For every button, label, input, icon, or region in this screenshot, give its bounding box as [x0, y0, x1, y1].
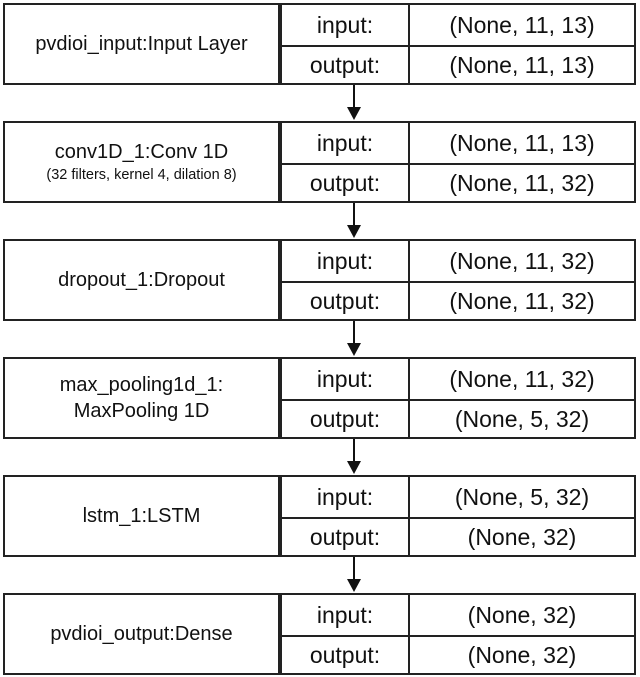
- output-shape: (None, 32): [467, 641, 577, 668]
- layer-name: pvdioi_input:Input Layer: [35, 33, 248, 55]
- io-table: [280, 357, 636, 439]
- io-table: [280, 593, 636, 675]
- layer-2: [0, 239, 640, 323]
- input-row: [282, 241, 634, 283]
- io-table: [280, 475, 636, 557]
- output-shape: (None, 5, 32): [454, 405, 590, 432]
- output-shape: (None, 11, 32): [449, 169, 595, 196]
- output-label: output:: [282, 517, 410, 557]
- arrow-down-icon: [344, 85, 364, 121]
- input-shape: (None, 32): [467, 601, 577, 628]
- output-row: [282, 635, 634, 675]
- layer-name-box: [3, 239, 280, 321]
- input-shape: (None, 11, 32): [449, 365, 595, 392]
- arrow-down-icon: [344, 203, 364, 239]
- input-row: [282, 5, 634, 47]
- layer-0: [0, 3, 640, 87]
- layer-4: [0, 475, 640, 559]
- input-shape: (None, 11, 13): [449, 129, 595, 156]
- input-row: [282, 595, 634, 637]
- input-shape: (None, 11, 13): [449, 11, 595, 38]
- output-label: output:: [282, 281, 410, 321]
- output-row: [282, 517, 634, 557]
- layer-name-box: [3, 121, 280, 203]
- output-shape: (None, 11, 32): [449, 287, 595, 314]
- output-label: output:: [282, 635, 410, 675]
- output-row: [282, 281, 634, 321]
- arrow-down-icon: [344, 439, 364, 475]
- layer-name-box: [3, 3, 280, 85]
- output-row: [282, 45, 634, 85]
- io-table: [280, 3, 636, 85]
- layer-type: MaxPooling 1D: [73, 400, 210, 422]
- input-label: input:: [282, 241, 410, 281]
- output-shape: (None, 32): [467, 523, 577, 550]
- layer-name: pvdioi_output:Dense: [50, 623, 233, 645]
- arrow-down-icon: [344, 557, 364, 593]
- layer-3: [0, 357, 640, 441]
- input-shape: (None, 11, 32): [449, 247, 595, 274]
- input-shape: (None, 5, 32): [454, 483, 590, 510]
- layer-name: lstm_1:LSTM: [82, 505, 201, 527]
- input-label: input:: [282, 123, 410, 163]
- output-label: output:: [282, 163, 410, 203]
- input-row: [282, 359, 634, 401]
- output-label: output:: [282, 399, 410, 439]
- arrow-down-icon: [344, 321, 364, 357]
- input-label: input:: [282, 595, 410, 635]
- layer-details: (32 filters, kernel 4, dilation 8): [46, 167, 237, 183]
- layer-name-box: [3, 357, 280, 439]
- io-table: [280, 121, 636, 203]
- layer-name: conv1D_1:Conv 1D: [54, 141, 229, 163]
- layer-name: max_pooling1d_1:: [59, 374, 224, 396]
- layer-1: [0, 121, 640, 205]
- input-row: [282, 123, 634, 165]
- input-row: [282, 477, 634, 519]
- input-label: input:: [282, 477, 410, 517]
- output-row: [282, 399, 634, 439]
- input-label: input:: [282, 359, 410, 399]
- layer-name-box: [3, 475, 280, 557]
- layer-name-box: [3, 593, 280, 675]
- output-shape: (None, 11, 13): [449, 51, 595, 78]
- io-table: [280, 239, 636, 321]
- output-row: [282, 163, 634, 203]
- layer-name: dropout_1:Dropout: [58, 269, 225, 291]
- input-label: input:: [282, 5, 410, 45]
- layer-5: [0, 593, 640, 677]
- output-label: output:: [282, 45, 410, 85]
